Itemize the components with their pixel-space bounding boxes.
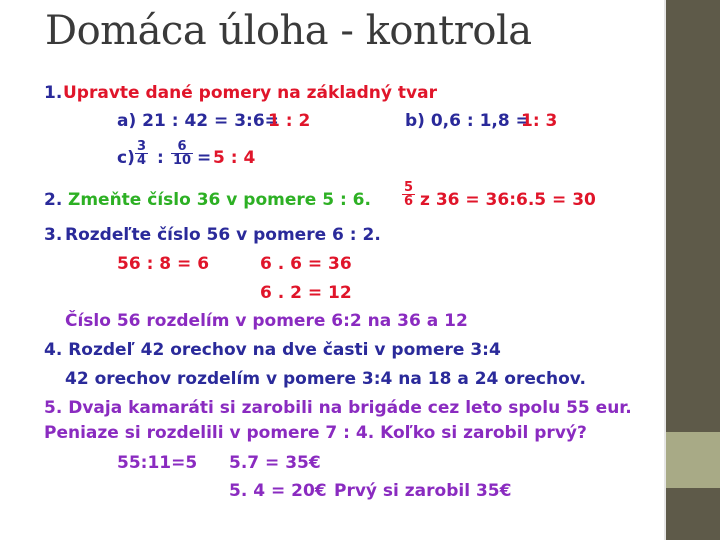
fraction-numerator: 6	[177, 139, 187, 154]
task5-line2: Peniaze si rozdelili v pomere 7 : 4. Koľko si zarobil prvý?	[44, 423, 587, 443]
task1-c-prefix: c)	[117, 148, 135, 168]
fraction-denominator: 10	[173, 153, 192, 168]
task4-answer: 42 orechov rozdelím v pomere 3:4 na 18 a 24 orechov.	[65, 369, 586, 389]
task1-b-result: 1: 3	[521, 111, 558, 131]
task3-text: Rozdeľte číslo 56 v pomere 6 : 2.	[65, 225, 381, 245]
decorative-band-dark	[666, 0, 720, 432]
task5-line1: 5. Dvaja kamaráti si zarobili na brigáde cez leto spolu 55 eur.	[44, 398, 632, 418]
task2-number: 2.	[44, 190, 63, 210]
task1-c-equals: =	[197, 148, 212, 168]
task1-text: Upravte dané pomery na základný tvar	[63, 83, 437, 103]
task5-answer: Prvý si zarobil 35€	[334, 481, 512, 501]
task5-calc2-right: 5. 4 = 20€	[229, 481, 327, 501]
task1-a-result: 1 : 2	[268, 111, 311, 131]
slide-title: Domáca úloha - kontrola	[45, 8, 532, 54]
task1-b-expression: b) 0,6 : 1,8 =	[405, 111, 530, 131]
task2-text: Zmeňte číslo 36 v pomere 5 : 6.	[68, 190, 371, 210]
task1-c-fraction-2	[171, 140, 193, 167]
fraction-denominator: 6	[404, 194, 414, 209]
task3-line1-right: 6 . 6 = 36	[260, 254, 352, 274]
task1-a-expression: a) 21 : 42 = 3:6=	[117, 111, 279, 131]
fraction-numerator: 5	[404, 180, 414, 195]
fraction-denominator: 4	[137, 153, 147, 168]
task3-line2-right: 6 . 2 = 12	[260, 283, 352, 303]
task1-c-fraction-1	[135, 140, 148, 167]
task3-line1-left: 56 : 8 = 6	[117, 254, 210, 274]
task2-answer: z 36 = 36:6.5 = 30	[420, 190, 596, 210]
task3-number: 3.	[44, 225, 63, 245]
decorative-band-light	[666, 432, 720, 488]
task5-calc1-left: 55:11=5	[117, 453, 198, 473]
task5-calc1-right: 5.7 = 35€	[229, 453, 321, 473]
task2-fraction	[402, 181, 415, 208]
task3-conclusion: Číslo 56 rozdelím v pomere 6:2 na 36 a 12	[65, 311, 468, 331]
task1-number: 1.	[44, 83, 63, 103]
fraction-numerator: 3	[137, 139, 147, 154]
task4-text: 4. Rozdeľ 42 orechov na dve časti v pomere 3:4	[44, 340, 501, 360]
task1-c-colon: :	[157, 148, 164, 168]
decorative-band-bottom	[666, 488, 720, 540]
task1-c-result: 5 : 4	[213, 148, 256, 168]
